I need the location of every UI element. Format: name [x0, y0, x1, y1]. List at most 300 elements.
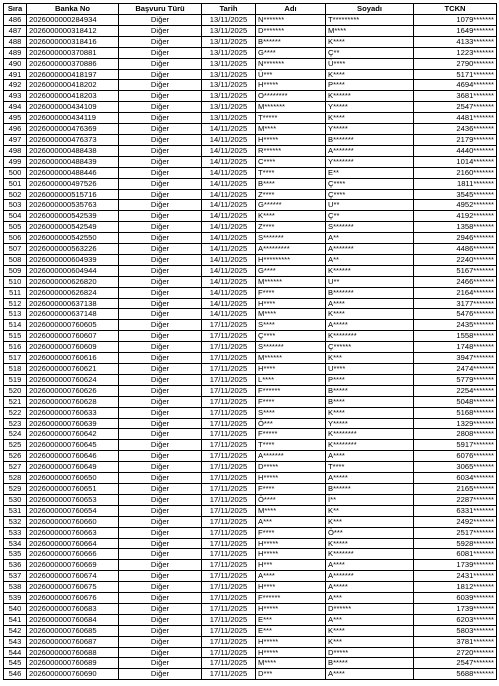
cell-banka-no: 2026000000535763	[27, 200, 119, 211]
cell-banka-no: 2026000000760650	[27, 473, 119, 484]
cell-basvuru-turu: Diğer	[119, 636, 202, 647]
cell-soyadi: B*****	[326, 658, 414, 669]
cell-adi: M****	[256, 658, 326, 669]
cell-sira: 519	[4, 374, 27, 385]
cell-sira: 540	[4, 603, 27, 614]
table-row	[4, 222, 497, 233]
cell-sira: 535	[4, 549, 27, 560]
table-row	[4, 113, 497, 124]
cell-basvuru-turu: Diğer	[119, 36, 202, 47]
table-body	[4, 15, 497, 680]
table-row	[4, 244, 497, 255]
cell-tarih: 13/11/2025	[202, 80, 256, 91]
cell-tarih: 17/11/2025	[202, 483, 256, 494]
table-row	[4, 156, 497, 167]
cell-sira: 499	[4, 156, 27, 167]
table-row	[4, 145, 497, 156]
cell-tckn: 4694*******	[414, 80, 497, 91]
cell-tarih: 17/11/2025	[202, 364, 256, 375]
cell-tarih: 13/11/2025	[202, 25, 256, 36]
cell-basvuru-turu: Diğer	[119, 538, 202, 549]
cell-basvuru-turu: Diğer	[119, 102, 202, 113]
table-row	[4, 69, 497, 80]
table-row	[4, 320, 497, 331]
cell-sira: 490	[4, 58, 27, 69]
cell-sira: 498	[4, 145, 27, 156]
cell-soyadi: A*******	[326, 145, 414, 156]
cell-tarih: 17/11/2025	[202, 505, 256, 516]
cell-banka-no: 2026000000760653	[27, 494, 119, 505]
cell-adi: S*******	[256, 342, 326, 353]
cell-adi: B****	[256, 178, 326, 189]
cell-tckn: 2240*******	[414, 254, 497, 265]
cell-tarih: 17/11/2025	[202, 571, 256, 582]
cell-soyadi: B*******	[326, 287, 414, 298]
cell-tckn: 2474*******	[414, 364, 497, 375]
cell-tckn: 2946*******	[414, 233, 497, 244]
cell-tarih: 17/11/2025	[202, 549, 256, 560]
cell-banka-no: 2026000000760642	[27, 429, 119, 440]
cell-soyadi: A*****	[326, 320, 414, 331]
cell-sira: 541	[4, 614, 27, 625]
cell-banka-no: 2026000000760621	[27, 364, 119, 375]
cell-adi: F******	[256, 385, 326, 396]
cell-soyadi: A***	[326, 593, 414, 604]
cell-soyadi: K****	[326, 407, 414, 418]
cell-basvuru-turu: Diğer	[119, 331, 202, 342]
cell-banka-no: 2026000000760689	[27, 658, 119, 669]
cell-tarih: 17/11/2025	[202, 647, 256, 658]
cell-adi: S*******	[256, 233, 326, 244]
cell-sira: 506	[4, 233, 27, 244]
cell-basvuru-turu: Diğer	[119, 167, 202, 178]
cell-tckn: 6081*******	[414, 549, 497, 560]
cell-sira: 489	[4, 47, 27, 58]
cell-soyadi: Ç****	[326, 189, 414, 200]
cell-tarih: 13/11/2025	[202, 91, 256, 102]
cell-tckn: 5917*******	[414, 440, 497, 451]
cell-soyadi: K*****	[326, 538, 414, 549]
table-row	[4, 516, 497, 527]
cell-tckn: 1558*******	[414, 331, 497, 342]
cell-tarih: 14/11/2025	[202, 134, 256, 145]
cell-adi: R******	[256, 145, 326, 156]
cell-banka-no: 2026000000370886	[27, 58, 119, 69]
cell-tarih: 13/11/2025	[202, 47, 256, 58]
cell-soyadi: Ç****	[326, 178, 414, 189]
cell-tckn: 1014*******	[414, 156, 497, 167]
table-row	[4, 549, 497, 560]
cell-basvuru-turu: Diğer	[119, 222, 202, 233]
cell-sira: 526	[4, 451, 27, 462]
cell-sira: 512	[4, 298, 27, 309]
cell-soyadi: Y*****	[326, 102, 414, 113]
cell-adi: G****	[256, 265, 326, 276]
cell-tarih: 13/11/2025	[202, 58, 256, 69]
cell-basvuru-turu: Diğer	[119, 287, 202, 298]
table-row	[4, 189, 497, 200]
cell-tarih: 13/11/2025	[202, 113, 256, 124]
cell-tarih: 14/11/2025	[202, 222, 256, 233]
cell-tckn: 1811*******	[414, 178, 497, 189]
cell-sira: 543	[4, 636, 27, 647]
cell-sira: 544	[4, 647, 27, 658]
cell-soyadi: U**	[326, 200, 414, 211]
table-row	[4, 36, 497, 47]
column-header-soyadi: Soyadı	[326, 4, 414, 15]
cell-banka-no: 2026000000488446	[27, 167, 119, 178]
cell-tarih: 17/11/2025	[202, 320, 256, 331]
cell-basvuru-turu: Diğer	[119, 582, 202, 593]
cell-sira: 545	[4, 658, 27, 669]
cell-tarih: 17/11/2025	[202, 462, 256, 473]
cell-basvuru-turu: Diğer	[119, 516, 202, 527]
cell-tckn: 2517*******	[414, 527, 497, 538]
cell-soyadi: Ç**	[326, 47, 414, 58]
cell-basvuru-turu: Diğer	[119, 58, 202, 69]
cell-tarih: 17/11/2025	[202, 658, 256, 669]
cell-soyadi: A****	[326, 560, 414, 571]
table-row	[4, 287, 497, 298]
table-row	[4, 25, 497, 36]
cell-sira: 503	[4, 200, 27, 211]
table-row	[4, 571, 497, 582]
cell-banka-no: 2026000000760666	[27, 549, 119, 560]
cell-sira: 525	[4, 440, 27, 451]
cell-basvuru-turu: Diğer	[119, 113, 202, 124]
cell-tckn: 1739*******	[414, 560, 497, 571]
cell-tckn: 4481*******	[414, 113, 497, 124]
cell-tarih: 14/11/2025	[202, 156, 256, 167]
cell-soyadi: A****	[326, 669, 414, 680]
cell-adi: H****	[256, 364, 326, 375]
cell-sira: 532	[4, 516, 27, 527]
cell-tarih: 17/11/2025	[202, 331, 256, 342]
table-row	[4, 483, 497, 494]
cell-tarih: 17/11/2025	[202, 625, 256, 636]
cell-tckn: 4440*******	[414, 145, 497, 156]
cell-basvuru-turu: Diğer	[119, 233, 202, 244]
cell-tarih: 14/11/2025	[202, 167, 256, 178]
cell-tckn: 6034*******	[414, 473, 497, 484]
cell-tckn: 5476*******	[414, 309, 497, 320]
cell-tarih: 14/11/2025	[202, 287, 256, 298]
cell-banka-no: 2026000000284934	[27, 15, 119, 26]
cell-tarih: 17/11/2025	[202, 440, 256, 451]
cell-basvuru-turu: Diğer	[119, 614, 202, 625]
cell-sira: 495	[4, 113, 27, 124]
cell-banka-no: 2026000000760628	[27, 396, 119, 407]
cell-tarih: 17/11/2025	[202, 451, 256, 462]
cell-soyadi: D******	[326, 603, 414, 614]
cell-adi: L****	[256, 374, 326, 385]
cell-tarih: 14/11/2025	[202, 189, 256, 200]
cell-basvuru-turu: Diğer	[119, 560, 202, 571]
cell-banka-no: 2026000000542549	[27, 222, 119, 233]
cell-basvuru-turu: Diğer	[119, 145, 202, 156]
table-row	[4, 396, 497, 407]
cell-soyadi: A****	[326, 298, 414, 309]
cell-sira: 530	[4, 494, 27, 505]
cell-soyadi: A****	[326, 451, 414, 462]
cell-soyadi: K****	[326, 69, 414, 80]
cell-tarih: 14/11/2025	[202, 298, 256, 309]
cell-sira: 542	[4, 625, 27, 636]
cell-adi: H*****	[256, 647, 326, 658]
cell-basvuru-turu: Diğer	[119, 211, 202, 222]
cell-tckn: 2720*******	[414, 647, 497, 658]
cell-adi: H*********	[256, 254, 326, 265]
table-row	[4, 134, 497, 145]
cell-tarih: 14/11/2025	[202, 254, 256, 265]
cell-soyadi: Ü****	[326, 58, 414, 69]
cell-banka-no: 2026000000604944	[27, 265, 119, 276]
cell-banka-no: 2026000000760616	[27, 353, 119, 364]
cell-banka-no: 2026000000760674	[27, 571, 119, 582]
cell-banka-no: 2026000000760633	[27, 407, 119, 418]
cell-tarih: 14/11/2025	[202, 178, 256, 189]
cell-tckn: 5803*******	[414, 625, 497, 636]
cell-sira: 527	[4, 462, 27, 473]
cell-basvuru-turu: Diğer	[119, 47, 202, 58]
cell-basvuru-turu: Diğer	[119, 342, 202, 353]
cell-tarih: 13/11/2025	[202, 69, 256, 80]
cell-tarih: 17/11/2025	[202, 407, 256, 418]
cell-banka-no: 2026000000418202	[27, 80, 119, 91]
cell-tarih: 14/11/2025	[202, 145, 256, 156]
table-row	[4, 593, 497, 604]
table-row	[4, 614, 497, 625]
table-row	[4, 80, 497, 91]
cell-adi: S****	[256, 320, 326, 331]
table-row	[4, 309, 497, 320]
cell-tarih: 17/11/2025	[202, 374, 256, 385]
cell-tckn: 3545*******	[414, 189, 497, 200]
table-row	[4, 527, 497, 538]
cell-tarih: 17/11/2025	[202, 582, 256, 593]
cell-sira: 518	[4, 364, 27, 375]
cell-basvuru-turu: Diğer	[119, 124, 202, 135]
cell-soyadi: B******	[326, 483, 414, 494]
cell-soyadi: K********	[326, 429, 414, 440]
cell-adi: D*****	[256, 462, 326, 473]
cell-adi: M*******	[256, 102, 326, 113]
cell-banka-no: 2026000000434119	[27, 113, 119, 124]
cell-soyadi: B*******	[326, 134, 414, 145]
cell-tarih: 17/11/2025	[202, 494, 256, 505]
cell-basvuru-turu: Diğer	[119, 385, 202, 396]
cell-banka-no: 2026000000637138	[27, 298, 119, 309]
cell-basvuru-turu: Diğer	[119, 189, 202, 200]
column-header-tckn: TCKN	[414, 4, 497, 15]
table-row	[4, 265, 497, 276]
cell-tckn: 6076*******	[414, 451, 497, 462]
cell-tarih: 14/11/2025	[202, 309, 256, 320]
cell-tarih: 14/11/2025	[202, 244, 256, 255]
table-row	[4, 254, 497, 265]
cell-banka-no: 2026000000760607	[27, 331, 119, 342]
cell-tckn: 2808*******	[414, 429, 497, 440]
cell-banka-no: 2026000000760654	[27, 505, 119, 516]
table-row	[4, 353, 497, 364]
cell-adi: Z****	[256, 222, 326, 233]
table-row	[4, 385, 497, 396]
cell-adi: M****	[256, 124, 326, 135]
cell-basvuru-turu: Diğer	[119, 571, 202, 582]
cell-banka-no: 2026000000542550	[27, 233, 119, 244]
table-row	[4, 167, 497, 178]
column-header-sira: Sıra	[4, 4, 27, 15]
cell-banka-no: 2026000000760646	[27, 451, 119, 462]
cell-soyadi: K*******	[326, 549, 414, 560]
cell-adi: T****	[256, 167, 326, 178]
cell-soyadi: B****	[326, 396, 414, 407]
cell-tarih: 17/11/2025	[202, 560, 256, 571]
cell-soyadi: U**	[326, 276, 414, 287]
cell-banka-no: 2026000000760687	[27, 636, 119, 647]
cell-sira: 488	[4, 36, 27, 47]
cell-tckn: 1329*******	[414, 418, 497, 429]
cell-soyadi: K***	[326, 636, 414, 647]
cell-adi: M****	[256, 309, 326, 320]
cell-banka-no: 2026000000488439	[27, 156, 119, 167]
cell-tckn: 2431*******	[414, 571, 497, 582]
table-row	[4, 494, 497, 505]
cell-sira: 487	[4, 25, 27, 36]
cell-soyadi: Ö***	[326, 527, 414, 538]
cell-banka-no: 2026000000760649	[27, 462, 119, 473]
cell-banka-no: 2026000000418203	[27, 91, 119, 102]
cell-banka-no: 2026000000318416	[27, 36, 119, 47]
cell-soyadi: D*****	[326, 647, 414, 658]
cell-sira: 546	[4, 669, 27, 680]
table-row	[4, 58, 497, 69]
cell-banka-no: 2026000000760675	[27, 582, 119, 593]
cell-adi: M******	[256, 276, 326, 287]
cell-soyadi: A*****	[326, 582, 414, 593]
cell-adi: D***	[256, 669, 326, 680]
cell-adi: T*****	[256, 113, 326, 124]
table-row	[4, 418, 497, 429]
cell-tckn: 1812*******	[414, 582, 497, 593]
cell-tckn: 2436*******	[414, 124, 497, 135]
cell-soyadi: Ç******	[326, 342, 414, 353]
cell-adi: C****	[256, 156, 326, 167]
cell-basvuru-turu: Diğer	[119, 603, 202, 614]
cell-sira: 539	[4, 593, 27, 604]
cell-sira: 531	[4, 505, 27, 516]
cell-tckn: 5688*******	[414, 669, 497, 680]
cell-adi: Z****	[256, 189, 326, 200]
cell-basvuru-turu: Diğer	[119, 15, 202, 26]
cell-sira: 520	[4, 385, 27, 396]
cell-tarih: 13/11/2025	[202, 36, 256, 47]
table-row	[4, 342, 497, 353]
cell-soyadi: S*******	[326, 222, 414, 233]
table-row	[4, 331, 497, 342]
table-row	[4, 669, 497, 680]
cell-sira: 515	[4, 331, 27, 342]
cell-banka-no: 2026000000760651	[27, 483, 119, 494]
table-row	[4, 298, 497, 309]
cell-basvuru-turu: Diğer	[119, 669, 202, 680]
cell-tckn: 5168*******	[414, 407, 497, 418]
table-row	[4, 91, 497, 102]
cell-tckn: 5171*******	[414, 69, 497, 80]
cell-soyadi: A***	[326, 614, 414, 625]
cell-soyadi: P****	[326, 80, 414, 91]
cell-basvuru-turu: Diğer	[119, 658, 202, 669]
cell-basvuru-turu: Diğer	[119, 494, 202, 505]
cell-basvuru-turu: Diğer	[119, 429, 202, 440]
cell-tarih: 17/11/2025	[202, 636, 256, 647]
cell-tckn: 1739*******	[414, 603, 497, 614]
cell-soyadi: P****	[326, 374, 414, 385]
table-row	[4, 233, 497, 244]
cell-basvuru-turu: Diğer	[119, 364, 202, 375]
cell-tckn: 5928*******	[414, 538, 497, 549]
cell-adi: H*****	[256, 80, 326, 91]
cell-basvuru-turu: Diğer	[119, 178, 202, 189]
table-row	[4, 451, 497, 462]
cell-banka-no: 2026000000418197	[27, 69, 119, 80]
cell-soyadi: B*****	[326, 385, 414, 396]
cell-basvuru-turu: Diğer	[119, 298, 202, 309]
table-row	[4, 15, 497, 26]
cell-banka-no: 2026000000434109	[27, 102, 119, 113]
cell-basvuru-turu: Diğer	[119, 25, 202, 36]
table-row	[4, 429, 497, 440]
cell-adi: H***	[256, 560, 326, 571]
cell-soyadi: K****	[326, 113, 414, 124]
table-row	[4, 47, 497, 58]
cell-adi: A***	[256, 516, 326, 527]
cell-sira: 501	[4, 178, 27, 189]
cell-sira: 537	[4, 571, 27, 582]
cell-basvuru-turu: Diğer	[119, 473, 202, 484]
table-row	[4, 647, 497, 658]
cell-tarih: 13/11/2025	[202, 102, 256, 113]
cell-tckn: 6331*******	[414, 505, 497, 516]
cell-adi: E***	[256, 614, 326, 625]
cell-soyadi: E**	[326, 167, 414, 178]
cell-tckn: 2179*******	[414, 134, 497, 145]
cell-banka-no: 2026000000626820	[27, 276, 119, 287]
cell-adi: F****	[256, 396, 326, 407]
cell-tckn: 1358*******	[414, 222, 497, 233]
cell-basvuru-turu: Diğer	[119, 156, 202, 167]
cell-soyadi: K****	[326, 625, 414, 636]
cell-adi: Ç****	[256, 331, 326, 342]
cell-basvuru-turu: Diğer	[119, 549, 202, 560]
cell-banka-no: 2026000000760690	[27, 669, 119, 680]
table-row	[4, 538, 497, 549]
cell-soyadi: K******	[326, 91, 414, 102]
cell-sira: 523	[4, 418, 27, 429]
cell-adi: K****	[256, 211, 326, 222]
cell-sira: 493	[4, 91, 27, 102]
cell-soyadi: A*******	[326, 244, 414, 255]
cell-sira: 536	[4, 560, 27, 571]
cell-banka-no: 2026000000760645	[27, 440, 119, 451]
cell-soyadi: Y*****	[326, 124, 414, 135]
cell-adi: H*****	[256, 549, 326, 560]
cell-basvuru-turu: Diğer	[119, 625, 202, 636]
cell-tckn: 1649*******	[414, 25, 497, 36]
cell-tarih: 17/11/2025	[202, 418, 256, 429]
cell-soyadi: K********	[326, 331, 414, 342]
cell-adi: A****	[256, 571, 326, 582]
